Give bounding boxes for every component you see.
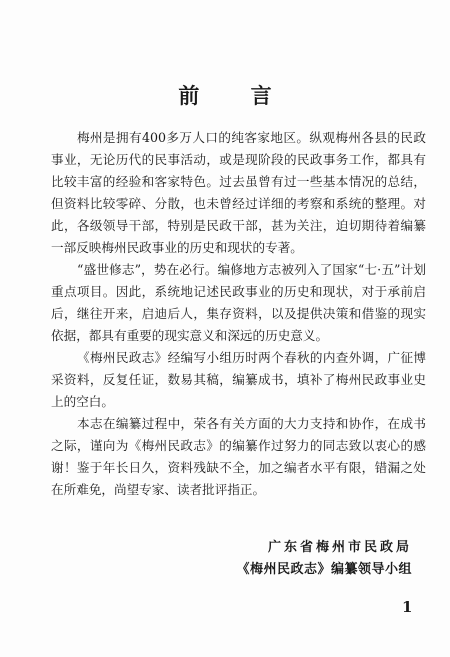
paragraph-2: “盛世修志”，势在必行。编修地方志被列入了国家“七·五”计划重点项目。因此，系统地记述民政事业的历史和现状，对于承前启后，继往开来，启迪后人，集存资料，以及提供决策和借鉴的现实依据，都具有重要的现实意义和深远的历史意义。 [51, 262, 426, 343]
signature-block [0, 537, 412, 581]
preface-body [51, 127, 426, 501]
signature-organization: 广东省梅州市民政局 [267, 540, 412, 555]
signature-group: 《梅州民政志》编纂领导小组 [236, 562, 412, 577]
page-title: 前 言 [178, 83, 294, 108]
paragraph-4: 本志在编纂过程中，荣各有关方面的大力支持和协作，在成书之际，谨向为《梅州民政志》的编纂作过努力的同志致以衷心的感谢！鉴于年长日久，资料残缺不全，加之编者水平有限，错漏之处在所难免，尚望专家、读者批评指正。 [51, 416, 426, 497]
page-number: 1 [402, 598, 413, 616]
paragraph-1: 梅州是拥有400多万人口的纯客家地区。纵观梅州各县的民政事业，无论历代的民事活动，或是现阶段的民政事务工作，都具有比较丰富的经验和客家特色。过去虽曾有过一些基本情况的总结，但资料比较零碎、分散，也未曾经过详细的考察和系统的整理。对此，各级领导干部，特别是民政干部，甚为关注，迫切期待着编纂一部反映梅州民政事业的历史和现状的专著。 [51, 130, 426, 255]
paragraph-3: 《梅州民政志》经编写小组历时两个春秋的内查外调，广征博采资料，反复任证，数易其稿，编纂成书，填补了梅州民政事业史上的空白。 [51, 350, 426, 409]
